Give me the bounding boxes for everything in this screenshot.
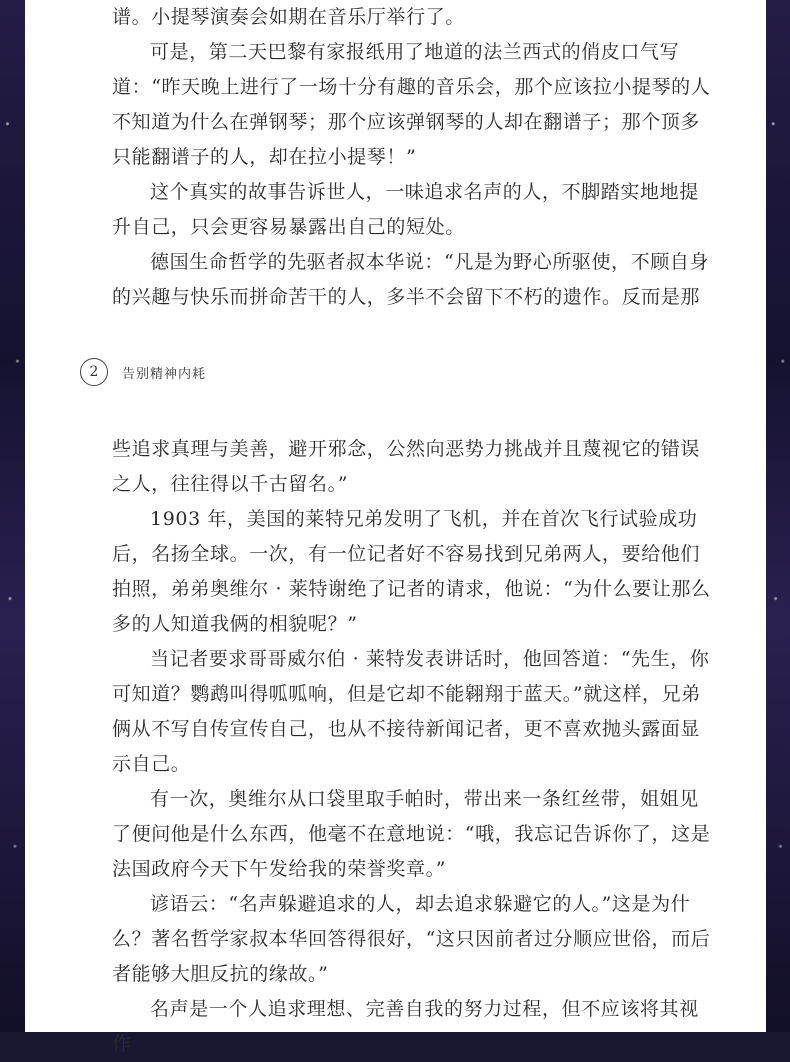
chapter-title: 告别精神内耗	[122, 366, 207, 382]
book-page-bottom	[25, 333, 766, 1055]
book-page-top	[25, 0, 766, 333]
paragraph-continued: 些追求真理与美善，避开邪念，公然向恶势力挑战并且蔑视它的错误之人，往往得以千古留名。”	[112, 438, 701, 495]
starry-border-right	[766, 0, 790, 1032]
paragraph-continued: 谱。小提琴演奏会如期在音乐厅举行了。	[112, 6, 465, 28]
paragraph: 名声是一个人追求理想、完善自我的努力过程，但不应该将其视作	[112, 998, 699, 1055]
paragraph: 德国生命哲学的先驱者叔本华说：“凡是为野心所驱使，不顾自身的兴趣与快乐而拼命苦干的人，多半不会留下不朽的遗作。反而是那	[112, 251, 710, 308]
paragraph: 当记者要求哥哥威尔伯 · 莱特发表讲话时，他回答道：“先生，你可知道？鹦鹉叫得呱呱响，但是它却不能翱翔于蓝天。”就这样，兄弟俩从不写自传宣传自己，也从不接待新闻记者，更不喜欢抛头露面显示自己。	[112, 648, 710, 775]
page-header	[80, 356, 206, 388]
paragraph: 1903 年，美国的莱特兄弟发明了飞机，并在首次飞行试验成功后，名扬全球。一次，有一位记者好不容易找到兄弟两人，要给他们拍照，弟弟奥维尔 · 莱特谢绝了记者的请求，他说：“为什么要让那么多的人知道我俩的相貌呢？”	[112, 508, 711, 635]
starry-border-left	[0, 0, 25, 1032]
paragraph: 有一次，奥维尔从口袋里取手帕时，带出来一条红丝带，姐姐见了便问他是什么东西，他毫不在意地说：“哦，我忘记告诉你了，这是法国政府今天下午发给我的荣誉奖章。”	[112, 788, 711, 880]
paragraph: 谚语云：“名声躲避追求的人，却去追求躲避它的人。”这是为什么？著名哲学家叔本华回答得很好，“这只因前者过分顺应世俗，而后者能够大胆反抗的缘故。”	[112, 893, 711, 985]
paragraph: 可是，第二天巴黎有家报纸用了地道的法兰西式的俏皮口气写道：“昨天晚上进行了一场十分有趣的音乐会，那个应该拉小提琴的人不知道为什么在弹钢琴；那个应该弹钢琴的人却在翻谱子；那个顶多只能翻谱子的人，却在拉小提琴！”	[112, 41, 711, 168]
page-number-badge: 2	[80, 358, 108, 386]
paragraph: 这个真实的故事告诉世人，一味追求名声的人，不脚踏实地地提升自己，只会更容易暴露出自己的短处。	[112, 181, 699, 238]
